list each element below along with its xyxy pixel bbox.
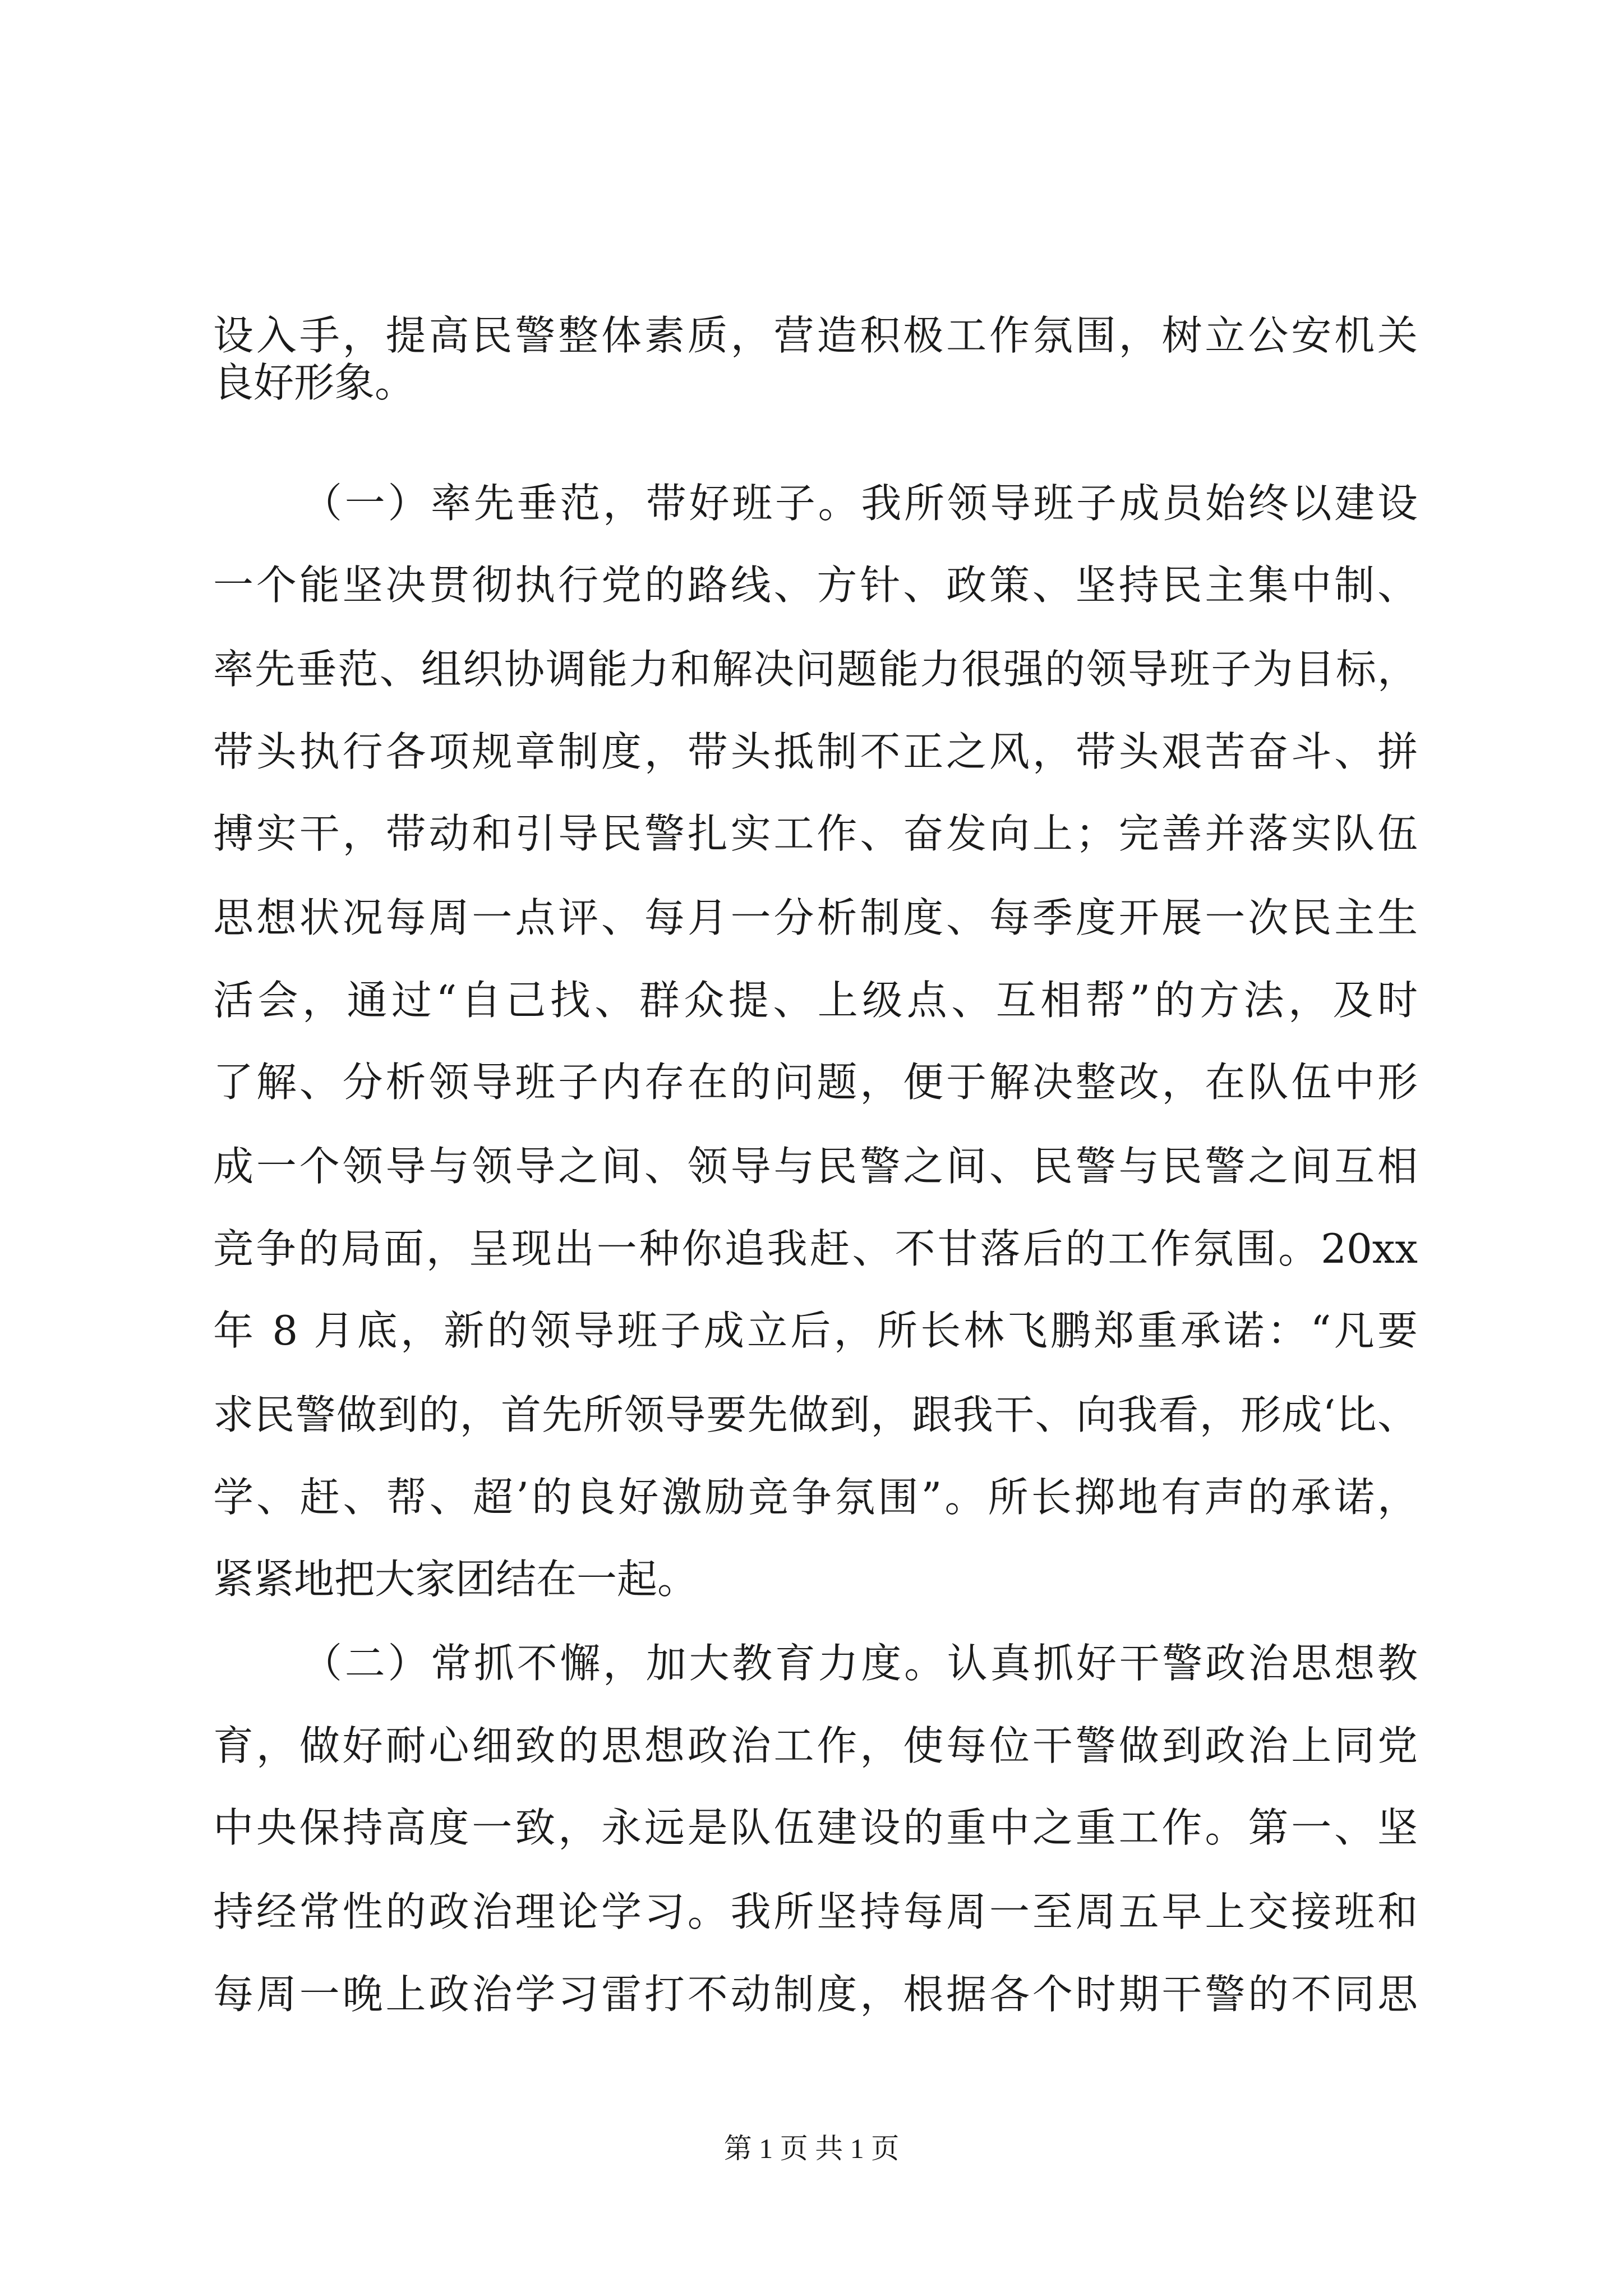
paragraph-line: 中央保持高度一致，永远是队伍建设的重中之重工作。第一、坚 bbox=[213, 1804, 1418, 1851]
paragraph-line: 良好形象。 bbox=[213, 359, 416, 406]
paragraph-line: 活会，通过“自己找、群众提、上级点、互相帮”的方法，及时 bbox=[213, 977, 1418, 1024]
paragraph-line: 了解、分析领导班子内存在的问题，便于解决整改，在队伍中形 bbox=[213, 1059, 1418, 1106]
paragraph-line: 思想状况每周一点评、每月一分析制度、每季度开展一次民主生 bbox=[213, 894, 1418, 941]
paragraph-line: 持经常性的政治理论学习。我所坚持每周一至周五早上交接班和 bbox=[213, 1888, 1418, 1935]
paragraph-line: 成一个领导与领导之间、领导与民警之间、民警与民警之间互相 bbox=[213, 1143, 1418, 1190]
page-number-footer: 第 1 页 共 1 页 bbox=[723, 2133, 900, 2164]
paragraph-line: 每周一晚上政治学习雷打不动制度，根据各个时期干警的不同思 bbox=[213, 1971, 1418, 2018]
paragraph-line: 年 8 月底，新的领导班子成立后，所长林飞鹏郑重承诺：“凡要 bbox=[213, 1307, 1418, 1354]
paragraph-line: 求民警做到的，首先所领导要先做到，跟我干、向我看，形成‘比、 bbox=[213, 1391, 1418, 1438]
paragraph-line: 率先垂范、组织协调能力和解决问题能力很强的领导班子为目标， bbox=[213, 646, 1418, 693]
paragraph-line: 学、赶、帮、超’的良好激励竞争氛围”。所长掷地有声的承诺， bbox=[213, 1474, 1418, 1521]
paragraph-line: 育，做好耐心细致的思想政治工作，使每位干警做到政治上同党 bbox=[213, 1722, 1418, 1769]
paragraph-line: 设入手，提高民警整体素质，营造积极工作氛围，树立公安机关 bbox=[213, 312, 1418, 359]
paragraph-heading-line: （二）常抓不懈，加大教育力度。认真抓好干警政治思想教 bbox=[302, 1640, 1418, 1687]
paragraph-line: 带头执行各项规章制度，带头抵制不正之风，带头艰苦奋斗、拼 bbox=[213, 728, 1418, 775]
paragraph-heading-line: （一）率先垂范，带好班子。我所领导班子成员始终以建设 bbox=[302, 480, 1418, 527]
paragraph-line: 搏实干，带动和引导民警扎实工作、奋发向上；完善并落实队伍 bbox=[213, 810, 1418, 857]
paragraph-line: 竞争的局面，呈现出一种你追我赶、不甘落后的工作氛围。20xx bbox=[213, 1225, 1418, 1272]
paragraph-line: 一个能坚决贯彻执行党的路线、方针、政策、坚持民主集中制、 bbox=[213, 562, 1418, 609]
paragraph-line: 紧紧地把大家团结在一起。 bbox=[213, 1556, 698, 1603]
